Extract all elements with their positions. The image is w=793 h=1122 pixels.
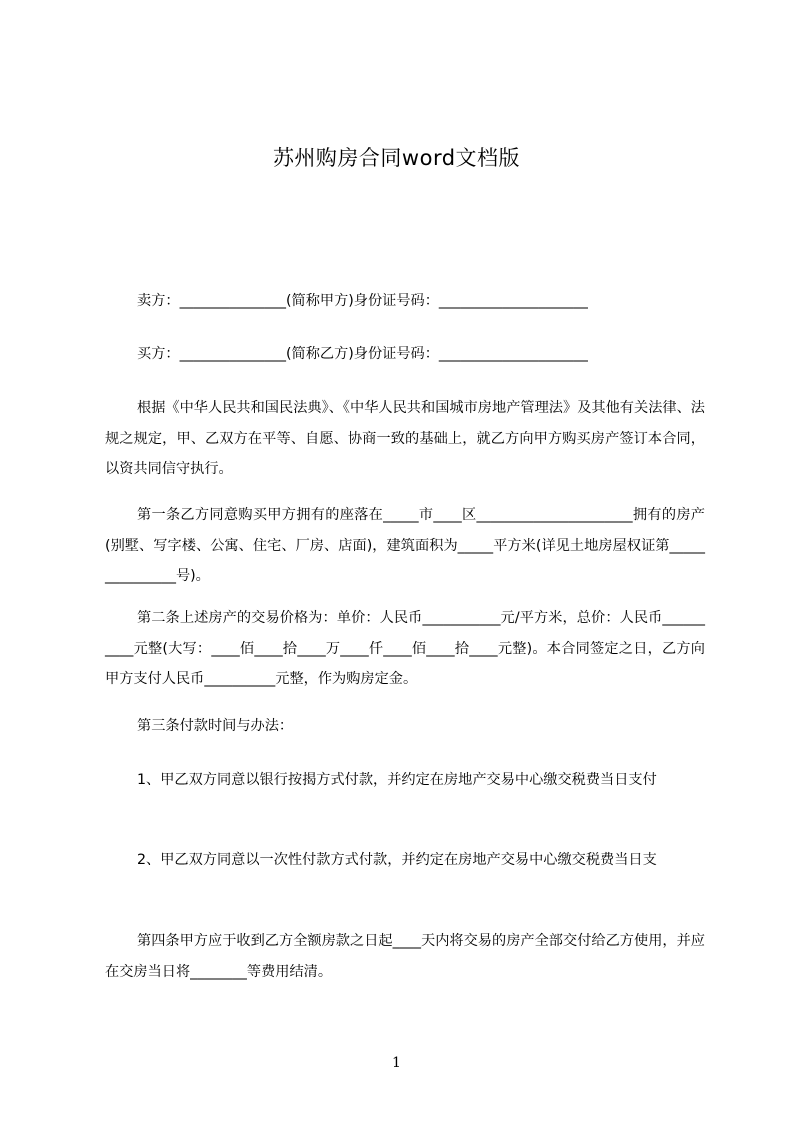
article-1: 第一条乙方同意购买甲方拥有的座落在_____市____区______________________拥有的房产(别墅、写字楼、公寓、住宅、厂房、店面)，建筑面积为_____平方米(详见土地房屋权证第_______________号)。 bbox=[105, 507, 705, 584]
seller-line: 卖方：_______________(简称甲方)身份证号码：_____________________ bbox=[137, 293, 588, 309]
article-4: 第四条甲方应于收到乙方全额房款之日起____天内将交易的房产全部交付给乙方使用，并应在交房当日将________等费用结清。 bbox=[105, 933, 705, 980]
page-number: 1 bbox=[392, 1055, 401, 1071]
article-3-item-1: 1、甲乙双方同意以银行按揭方式付款，并约定在房地产交易中心缴交税费当日支付 bbox=[137, 772, 657, 788]
article-2: 第二条上述房产的交易价格为：单价：人民币___________元/平方米，总价：人民币__________元整(大写：____佰____拾____万____仟____佰____拾____元整)。本合同签定之日，乙方向甲方支付人民币__________元整，作为购房定金。 bbox=[105, 610, 705, 687]
basis-paragraph: 根据《中华人民共和国民法典》、《中华人民共和国城市房地产管理法》及其他有关法律、法规之规定，甲、乙双方在平等、自愿、协商一致的基础上，就乙方向甲方购买房产签订本合同，以资共同信守执行。 bbox=[105, 400, 705, 477]
article-3: 第三条付款时间与办法： bbox=[137, 718, 294, 734]
buyer-line: 买方：_______________(简称乙方)身份证号码：_____________________ bbox=[137, 346, 588, 362]
document-title: 苏州购房合同word文档版 bbox=[272, 146, 521, 170]
article-3-item-2: 2、甲乙双方同意以一次性付款方式付款，并约定在房地产交易中心缴交税费当日支 bbox=[137, 852, 657, 868]
